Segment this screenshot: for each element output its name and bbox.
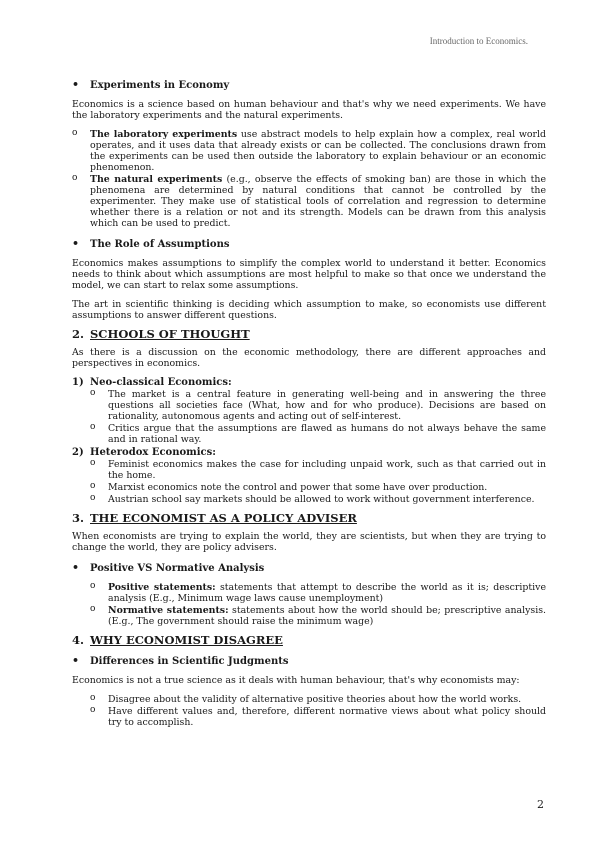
item-text: (e.g., observe the effects of smoking ban) are those in which the phenomena are determined by natural conditions that cannot be controlled by the experimenter. They make use of statistical tools of correlation and regression to determine whether there is a relation or not and its strength. Models can be drawn from this analysis which can be used to predict.: [90, 174, 547, 229]
item-text: use abstract models to help explain how a complex, real world operates, and it uses data that already exists or can be collected. The conclusions drawn from the experiments can be used then outside the laboratory to explain behaviour or an economic phenomenon.: [90, 129, 546, 173]
page-number: 2: [537, 798, 544, 811]
subsection-number: 1): [72, 377, 84, 388]
item-term: The laboratory experiments: [90, 129, 238, 140]
section-number: 3.: [72, 511, 85, 525]
list-item: [72, 129, 546, 173]
assumptions-heading: • The Role of Assumptions: [72, 239, 546, 250]
section-title: SCHOOLS OF THOUGHT: [90, 327, 250, 341]
subsection-title: Neo-classical Economics:: [90, 377, 232, 388]
experiments-list: [72, 129, 546, 229]
assumptions-paragraph-2: The art in scientific thinking is deciding which assumption to make, so economists use different assumptions to answer different questions.: [72, 299, 546, 321]
section-heading-disagree: [72, 635, 546, 646]
list-item: o The market is a central feature in generating well-being and in answering the three questions all societies face (What, how and for who produce). Decisions are based on rationality, autonomous agents and acting out of self-interest.: [72, 389, 546, 422]
heterodox-list: [72, 459, 546, 505]
neo-classical-list: [72, 389, 546, 445]
item-term: Normative statements:: [108, 605, 229, 616]
list-item: [90, 582, 546, 604]
scientific-judgments-heading: • Differences in Scientific Judgments: [72, 656, 546, 667]
list-item: o Marxist economics note the control and power that some have over production.: [72, 482, 546, 493]
list-item: [72, 174, 546, 229]
item-text: statements about how the world should be; prescriptive analysis. (E.g., The government should raise the minimum wage): [108, 605, 546, 627]
running-header: Introduction to Economics.: [429, 36, 528, 46]
section-title: THE ECONOMIST AS A POLICY ADVISER: [90, 511, 357, 525]
subsection-number: 2): [72, 447, 84, 458]
statements-list: [90, 582, 546, 627]
list-item: o Feminist economics makes the case for including unpaid work, such as that carried out in the home.: [72, 459, 546, 481]
item-term: The natural experiments: [90, 174, 223, 185]
list-item: o Have different values and, therefore, different normative views about what policy should try to accomplish.: [90, 706, 546, 728]
experiments-heading: • Experiments in Economy: [72, 80, 546, 91]
section-heading-schools: [72, 329, 546, 340]
section-heading-adviser: [72, 513, 546, 524]
item-text: statements that attempt to describe the world as it is; descriptive analysis (E.g., Minimum wage laws cause unemployment): [108, 582, 546, 604]
positive-normative-heading: • Positive VS Normative Analysis: [72, 563, 546, 574]
list-item: o Disagree about the validity of alternative positive theories about how the world works.: [90, 694, 546, 705]
schools-intro: As there is a discussion on the economic methodology, there are different approaches and perspectives in economics.: [72, 347, 546, 369]
list-item: [90, 605, 546, 627]
experiments-intro: Economics is a science based on human behaviour and that's why we need experiments. We have the laboratory experiments and the natural experiments.: [72, 99, 546, 121]
assumptions-paragraph-1: Economics makes assumptions to simplify the complex world to understand it better. Economics needs to think about which assumptions are most helpful to make so that once we understand the model, we can start to relax some assumptions.: [72, 258, 546, 291]
section-number: 4.: [72, 633, 85, 647]
subsection-title: Heterodox Economics:: [90, 447, 216, 458]
list-item: o Critics argue that the assumptions are flawed as humans do not always behave the same and in rational way.: [72, 423, 546, 445]
item-term: Positive statements:: [108, 582, 216, 593]
list-item: o Austrian school say markets should be allowed to work without government interference.: [72, 494, 546, 505]
section-number: 2.: [72, 327, 85, 341]
neo-classical-heading: [72, 377, 546, 388]
heterodox-heading: [72, 447, 546, 458]
disagree-intro: Economics is not a true science as it deals with human behaviour, that's why economists may:: [72, 675, 520, 686]
section-title: WHY ECONOMIST DISAGREE: [90, 633, 283, 647]
page-body: [72, 70, 546, 736]
disagree-list: [90, 694, 546, 728]
adviser-intro: When economists are trying to explain the world, they are scientists, but when they are trying to change the world, they are policy advisers.: [72, 531, 546, 553]
